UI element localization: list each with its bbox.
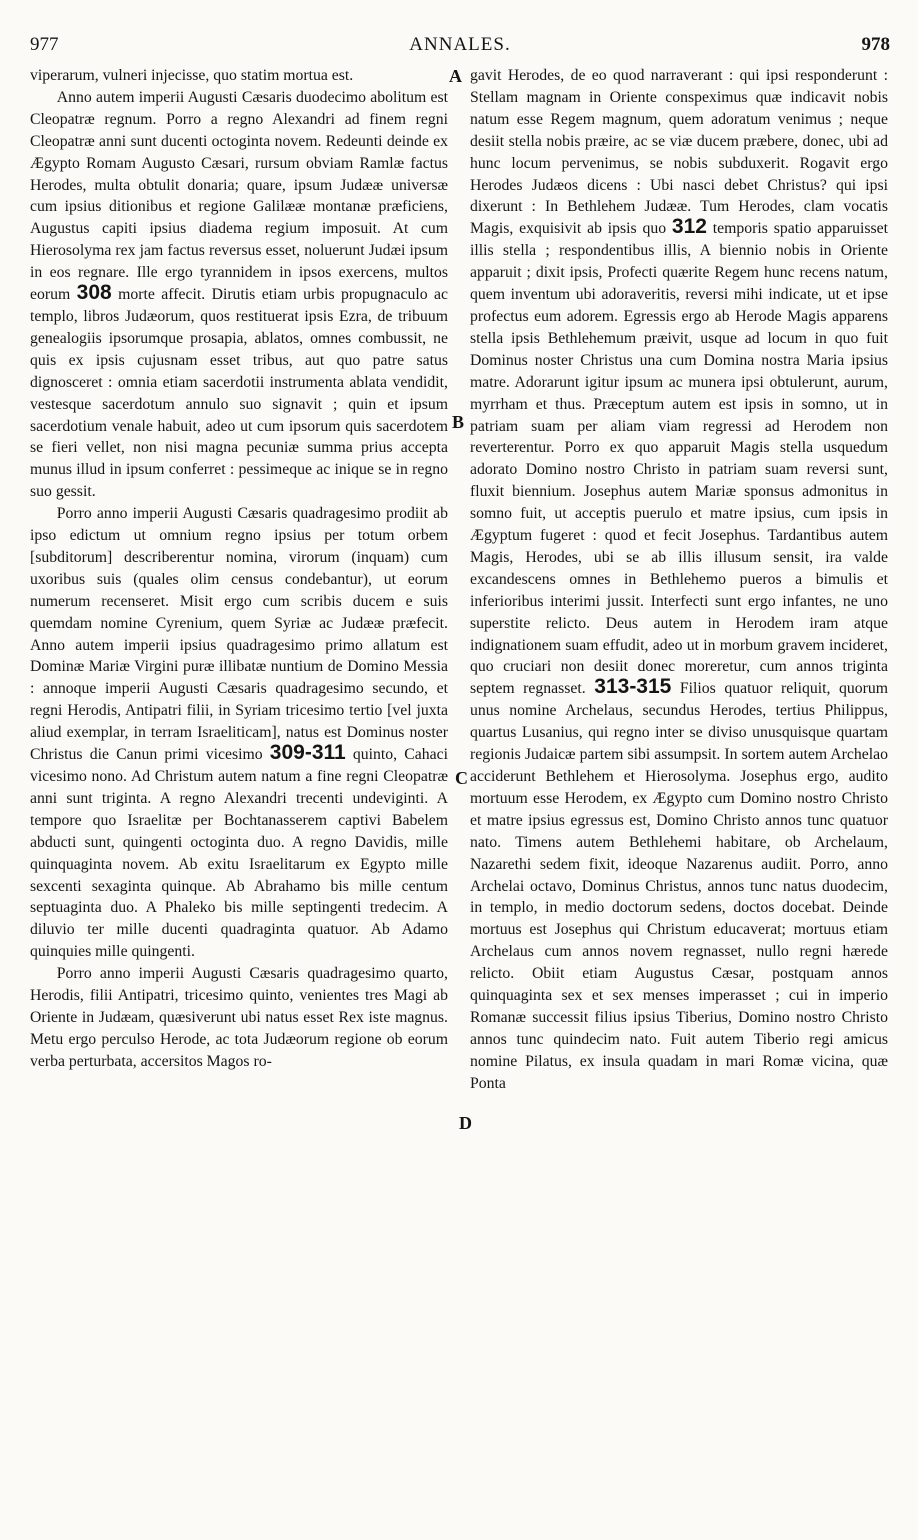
paragraph: Porro anno imperii Augusti Cæsaris quadragesimo quarto, Herodis, filii Antipatri, tricesimo quinto, venientes tres Magi ab Oriente in Judæam, quæsiverunt ubi natus esset Rex iste magnus. Metu ergo perculso Herode, ac tota Judæorum regione ob eorum verba perturbata, accersitos Magos ro-	[30, 965, 448, 1070]
paragraph: viperarum, vulneri injecisse, quo statim mortua est.	[30, 67, 354, 84]
paragraph-text: morte affecit. Dirutis etiam urbis propugnaculo ac templo, libros Judæorum, quos restituerat ipsis Ezra, de tribuum genealogiis ipsorumque prosapia, ablatos, omnes combussit, ne quis ex ipsis cujusnam esset tribus, aut quo patre satus dignosceret : omnia etiam sacerdotii instrumenta ablata vendidit, vestesque sacerdotum annulo suo signavit ; quin et ipsum sacerdotium venale habuit, adeo ut cum ipsorum quis sacerdotem se fieri vellet, non nisi magna pecuniæ summa prius accepta munus illud in ipsum conferret : pessimeque ac inique se in regno suo gessit.	[30, 286, 449, 501]
section-number: 313-315	[594, 675, 672, 699]
paragraph-text: Anno autem imperii Augusti Cæsaris duodecimo abolitum est Cleopatræ regnum. Porro a regno Alexandri ad finem regni Cleopatræ anni sunt ducenti octoginta novem. Redeunti deinde ex Ægypto Romam Augusto Cæsari, rursum obviam Ramlæ factus Herodes, multa obtulit donaria; quare, ipsum Judææ universæ cum ipsius ditionibus et regione Galilææ montanæ præficiens, Augustus capiti ipsius diadema regium imposuit. At cum Hierosolyma rex jam factus reversus esset, noluerunt Judæi ipsum in eos regnare. Ille ergo tyrannidem in ipsos exercens, multos eorum	[30, 88, 448, 304]
page-number-right: 978	[861, 34, 890, 55]
right-column	[470, 65, 888, 1095]
section-number: 312	[671, 215, 707, 239]
margin-marker-c: C	[455, 768, 468, 788]
paragraph	[30, 503, 448, 963]
left-column	[30, 65, 448, 1073]
page-number-left: 977	[30, 34, 59, 55]
running-header	[30, 34, 890, 64]
running-title: ANNALES.	[409, 34, 511, 55]
paragraph-text: Filios quatuor reliquit, quorum unus nomine Archelaus, secundus Herodes, tertius Philippus, quartus Lusanius, qui regno inter se diviso unusquisque quartam regionis Judaicæ partem sibi assumpsit. In sortem autem Archelao acciderunt Bethlehem et Hierosolyma. Josephus ergo, audito mortuum esse Herodem, ex Ægypto cum Domino nostro Christo et matre ipsius egressus est, Domino Christo annos tunc quatuor nato. Timens autem Bethlehemi habitare, ob Archelaum, Nazarethi sedem fixit, ideoque Nazarenus audiit. Porro, anno Archelai octavo, Dominus Christus, annos tunc natus duodecim, in templo, in medio doctorum sedens, doctos docebat. Deinde mortuus est Josephus qui Christum educaverat; mortuus etiam Archelaus cum annos novem regnasset, nullo regni hærede relicto. Obiit etiam Augustus Cæsar, postquam annos quinquaginta sex et sex menses imperasset ; cui in imperio Romanæ successit filius ipsius Tiberius, Domino nostro Christo annos tunc quindecim nato. Fuit autem Tiberio regi amicus nomine Pilatus, ex insula quadam in mari Romæ vicina, quæ Ponta	[470, 680, 889, 1092]
paragraph	[470, 65, 888, 1095]
paragraph-text: temporis spatio apparuisset illis stella ; respondentibus illis, A biennio nobis in Oriente apparuit ; dixit ipsis, Profecti quærite Regem hunc recens natum, quem inventum ubi adoraveritis, reversi mihi indicate, ut et ipse profectus eum adorem. Egressis ergo ab Herode Magis apparens stella ipsis Bethlehemum præivit, usque ad locum in quo fuit Dominus noster Christus una cum Domina nostra Maria ipsius matre. Adorarunt igitur ipsum ac munera ipsi obtulerunt, aurum, myrrham et thus. Præceptum autem est ipsis in somno, ut in patriam suam per aliam viam regressi ad Herodem non reverterentur. Porro ex quo apparuit Magis stella usquedum adorato Domino nostro Christo in patriam suam reversi sunt, fluxit biennium. Josephus autem Mariæ sponsus admonitus in somno fuit, ut acceptis puerulo et matre ipsius, cum ipsis in Ægyptum fugeret : quod et fecit Josephus. Tardantibus autem Magis, Herodes, ubi se ab illis illusum sensit, ira valde excandescens omnes in Bethlehemo pueros a bimulis et inferioribus interimi jussit. Interfecti sunt ergo infantes, ne uno superstite relicto. Deus autem in Herodem iram atque indignationem suam effudit, adeo ut in morbum gravem incideret, quo cruciari non desiit donec moreretur, cum annos triginta septem regnasset.	[470, 220, 889, 698]
paragraph-text: quinto, Cahaci vicesimo nono. Ad Christum autem natum a fine regni Cleopatræ anni sunt triginta. A regno Alexandri trecenti undeviginti. A tempore quo Israelitæ per Bochtanasserem captivi Babelem abducti sunt, quingenti octoginta duo. A regno Davidis, mille quinquaginta novem. Ab exitu Israelitarum ex Egypto mille sexcenti sexaginta quinque. Ab Abrahamo bis mille centum septuaginta duo. A Phaleko bis mille septingenti tredecim. A diluvio ter mille ducenti quadraginta quatuor. Ab Adamo quinquies mille quingenti.	[30, 746, 449, 961]
margin-marker-b: B	[452, 412, 465, 432]
section-number: 309-311	[269, 741, 346, 765]
paragraph-text: gavit Herodes, de eo quod narraverant : qui ipsi responderunt : Stellam magnam in Oriente conspeximus quæ indicavit nobis natum esse Regem magnum, quem adoratum venimus ; neque desiit stella nobis præire, ac se viæ ducem præbere, donec, ubi ad hunc locum pervenimus, se nobis subduxerit. Rogavit ergo Herodes Judæos dicens : Ubi nasci debet Christus? qui ipsi dixerunt : In Bethlehem Judææ. Tum Herodes, clam vocatis Magis, exquisivit ab ipsis quo	[470, 67, 888, 238]
paragraph-text: Porro anno imperii Augusti Cæsaris quadragesimo prodiit ab ipso edictum ut omnium regno ipsius per totum orbem [subditorum] describerentur nomina, virorum (inquam) cum uxoribus suis (quales olim census condebantur), ut eorum numerum recenseret. Misit ergo cum scribis ducem e suis quemdam nomine Cyrenium, quem Syriæ ac Judææ præfecit. Anno autem imperii ipsius quadragesimo primo allatum est Dominæ Mariæ Virgini puræ illibatæ nuntium de Domino Messia : annoque imperii Augusti Cæsaris quadragesimo secundo, et regni Herodis, Antipatri filii, in Syriam tricesimo tertio [vel juxta aliud exemplar, in terram Israeliticam], natus est Dominus noster Christus die Canun primi vicesimo	[30, 505, 448, 764]
section-number: 308	[76, 281, 112, 305]
margin-marker-d: D	[459, 1113, 472, 1133]
paragraph	[30, 87, 448, 503]
margin-marker-a: A	[449, 66, 462, 86]
